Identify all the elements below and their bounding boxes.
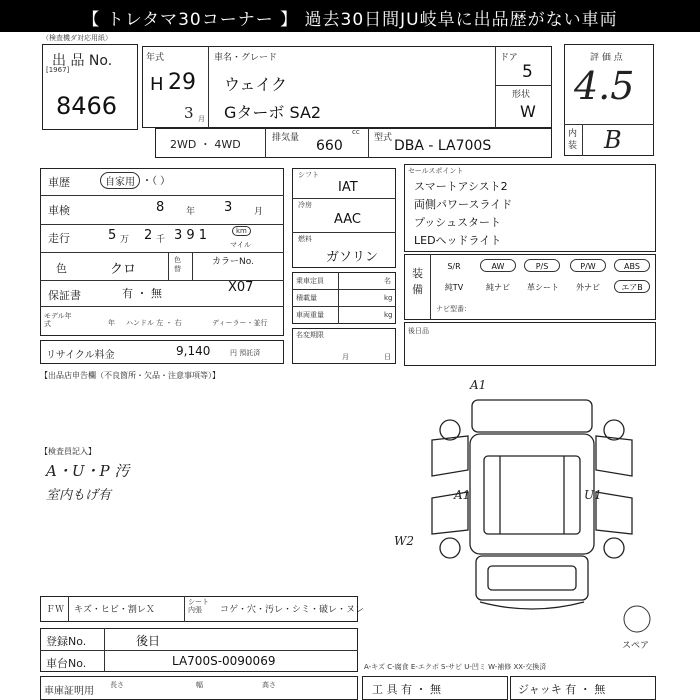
color-label: 色 [56,262,67,275]
inspection-month-unit: 月 [254,207,264,217]
later-label: 後日品 [408,327,429,335]
recycle-label: リサイクル料金 [46,350,115,361]
disp-label: 排気量 [272,133,300,143]
lot-tag: [1967] [46,66,70,74]
shape: W [520,102,536,121]
mileage-man: 5 [108,228,117,243]
car-name: ウェイク [224,75,288,94]
capacity-label: 乗車定員 [296,277,324,285]
warranty-label: 保証書 [48,289,81,302]
damage-legend: A-キズ C-腐食 E-エクボ S-サビ U-凹ミ W-補修 XX-交換済 [364,663,547,671]
score-label: 評 価 点 [590,53,623,63]
sales-label: セールスポイント [408,167,464,175]
seat-label: シート内張 [188,598,209,614]
reg-value: 後日 [136,634,161,648]
history-rest: ・（ ） [142,176,171,187]
inspection-year-unit: 年 [186,207,196,217]
color-value: クロ [110,262,137,277]
doors: 5 [522,62,533,82]
model: DBA - LA700S [394,138,492,154]
damage-mark: A1 [470,378,487,392]
later-box [404,322,656,366]
defects-label: 【出品店申告欄（不良箇所・欠品・注意事項等）】 [40,371,220,380]
model-year: 29 [168,70,196,95]
capacity-unit: 名 [384,277,391,285]
damage-mark: U1 [584,488,602,502]
shift-label: シフト [298,171,319,179]
sales-point: プッシュスタート [414,216,502,229]
sales-point: LEDヘッドライト [414,234,502,247]
model-year-unit: 年 [108,319,115,327]
man-unit: 万 [120,235,130,245]
shift-value: IAT [338,180,358,195]
grade: Gターボ SA2 [224,103,322,122]
cert-width: 幅 [196,681,203,689]
color-no: X07 [228,280,254,295]
lot-number: 8466 [56,92,118,120]
equip-nav: 純ナビ [486,283,510,292]
mileage-sen: 2 [144,228,153,243]
km-unit: km [232,226,251,236]
equip-leather: 革シート [527,283,559,292]
year-label: 年式 [146,53,165,63]
equip-ext-nav: 外ナビ [576,283,600,292]
inspector-note: A・U・P 汚 [46,462,130,480]
equip-sr: S/R [447,262,461,271]
equip-abs: ABS [614,259,650,272]
month-unit: 月 [198,115,205,123]
weight-label: 車両重量 [296,311,324,319]
ac-label: 冷房 [298,201,312,209]
fw-label: ＦＷ [46,605,65,615]
cert-length: 長さ [110,681,124,689]
equip-aw: AW [480,259,516,272]
month-value: 3 [184,104,194,122]
equip-airbag: エアB [614,280,650,293]
fuel-value: ガソリン [326,250,379,265]
interior-value: B [604,126,622,154]
load-unit: kg [384,294,393,302]
warranty-value: 有 ・ 無 [122,287,162,300]
tools: 工 具 有 ・ 無 [372,683,441,696]
seat-items: コゲ・穴・汚レ・シミ・破レ・ヌレ [220,605,365,615]
header-title: 【 トレタマ30コーナー 】 過去30日間JU岐阜に出品歴がない車両 [82,10,618,30]
era: H [150,74,164,95]
sales-point: 両側パワースライド [414,198,513,211]
equipment-label: 装備 [412,267,423,296]
sales-point: スマートアシスト2 [414,180,508,193]
jack: ジャッキ 有 ・ 無 [518,683,606,696]
spare-tire-icon [622,604,652,634]
model-label: 型式 [374,133,393,143]
equip-ps: P/S [524,259,560,272]
dealer: ディーラー・並行 [212,319,268,327]
equip-pw: P/W [570,259,606,272]
model-year-label: モデル年式 [44,312,72,328]
sheet-note: （検査機ダ対応用紙） [42,34,112,42]
color-no-label: カラーNo. [212,257,254,267]
color-change: 色替 [174,256,181,273]
cert-label: 車庫証明用 [44,686,94,697]
fuel-label: 燃料 [298,235,312,243]
disp-unit: cc [352,128,360,136]
inspector-note: 室内もげ有 [46,488,112,503]
inspection-month: 3 [224,200,233,215]
inspector-label: 【検査員記入】 [40,447,96,456]
handle: ハンドル 左 ・ 右 [126,319,182,327]
reg-label: 登録No. [46,635,87,648]
mileage-rest: 3 9 1 [174,228,208,243]
shape-label: 形状 [512,90,531,100]
mile-unit: マイル [230,241,251,249]
recycle-value: 9,140 [176,344,211,358]
history-value: 自家用 [100,172,140,189]
name-label: 車名・グレード [214,53,278,63]
displacement: 660 [316,138,343,154]
score-value: 4.5 [574,64,635,108]
history-label: 車歴 [48,176,70,189]
damage-mark: A1 [454,488,471,502]
rename-label: 名変期限 [296,331,324,339]
damage-mark: W2 [394,534,414,548]
inspection-year: 8 [156,200,165,215]
weight-unit: kg [384,311,393,319]
rename-month: 月 [342,353,349,361]
chassis-value: LA700S-0090069 [172,654,276,668]
door-label: ドア [500,53,518,63]
lot-label: 出 品 No. [52,53,113,69]
recycle-unit: 円 預託済 [230,349,261,357]
interior-label: 内装 [568,129,578,151]
inspection-label: 車検 [48,204,70,217]
cert-height: 高さ [262,681,276,689]
chassis-label: 車台No. [46,657,87,670]
fw-items: キズ・ヒビ・割レＸ [74,605,155,615]
load-label: 積載量 [296,294,317,302]
equip-tv: 純TV [444,283,464,292]
drive: 2WD ・ 4WD [170,138,241,151]
sen-unit: 千 [156,235,166,245]
mileage-label: 走行 [48,232,70,245]
spare-label: スペア [622,641,650,651]
ac-value: AAC [334,212,361,227]
nav-label: ナビ型番： [436,305,471,313]
rename-day: 日 [384,353,391,361]
